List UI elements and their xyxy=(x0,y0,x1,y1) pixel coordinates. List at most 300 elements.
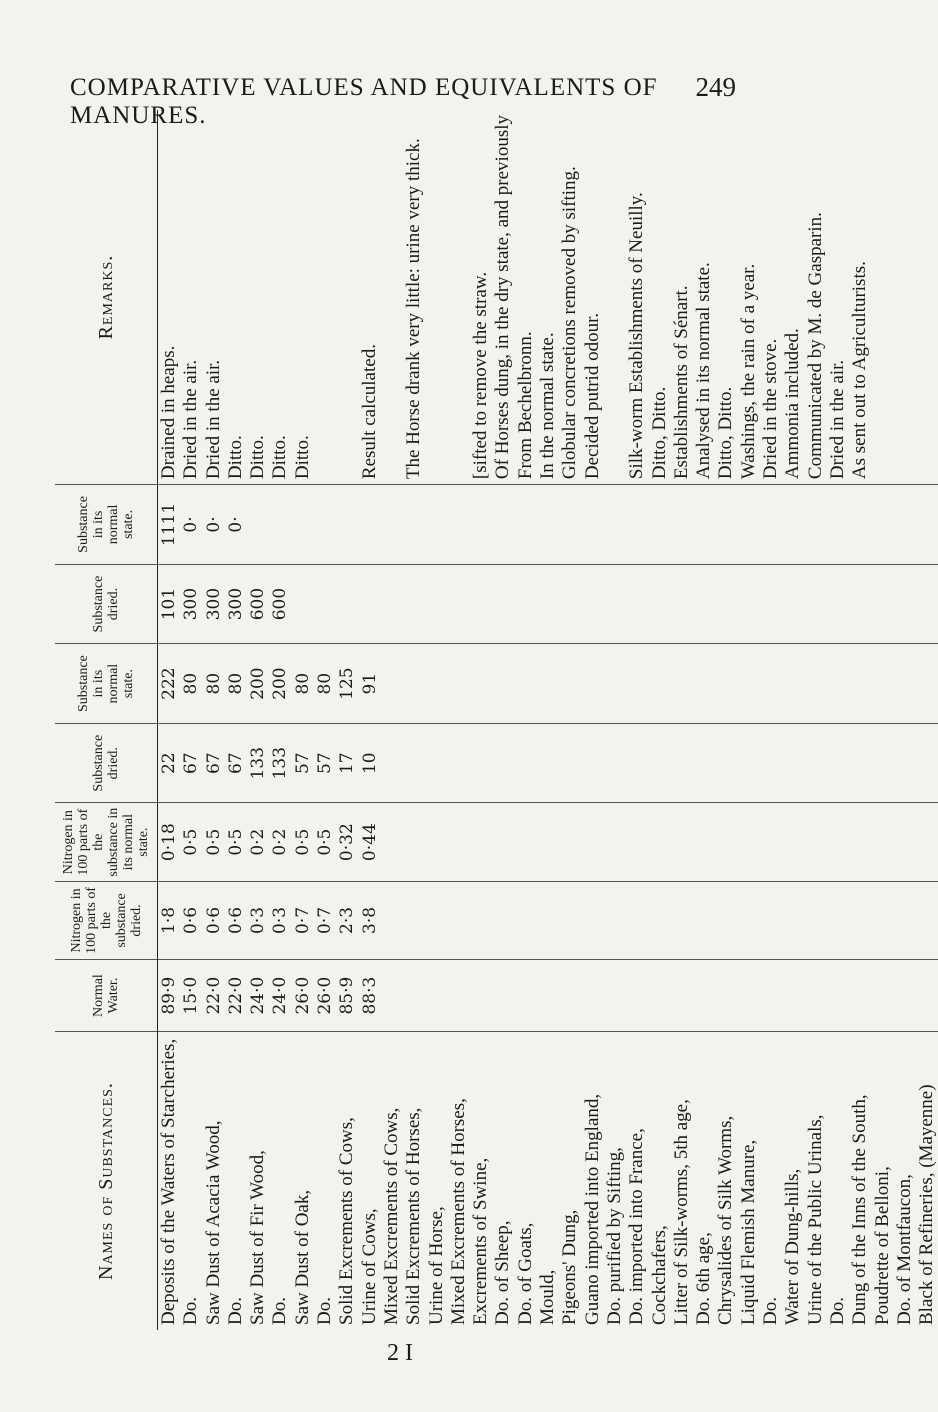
cell-remarks: Ditto. xyxy=(269,435,291,480)
cell-e-normal: 1111 xyxy=(158,485,181,565)
cell-v-dried xyxy=(626,723,648,803)
cell-e-dried: 600 xyxy=(269,564,291,644)
cell-e-normal xyxy=(782,485,804,565)
cell-name: Black of Refineries, (Mayenne) xyxy=(916,1032,938,1330)
cell-e-dried xyxy=(515,564,537,644)
table-row xyxy=(269,110,291,1330)
header-e-dried: Substance dried. xyxy=(55,564,158,644)
cell-e-normal: 0· xyxy=(225,485,247,565)
cell-n-normal xyxy=(515,803,537,881)
header-n-dried: Nitrogen in 100 parts of the substance dried. xyxy=(55,881,158,959)
cell-water xyxy=(693,960,715,1032)
table-row xyxy=(559,110,581,1330)
cell-e-dried xyxy=(492,564,514,644)
cell-n-dried xyxy=(894,881,916,959)
cell-n-dried: 0·7 xyxy=(292,881,314,959)
cell-e-dried xyxy=(314,564,336,644)
cell-n-normal xyxy=(894,803,916,881)
cell-n-dried xyxy=(448,881,470,959)
cell-n-dried: 0·6 xyxy=(180,881,202,959)
cell-e-dried xyxy=(403,564,425,644)
cell-water xyxy=(381,960,403,1032)
table-row xyxy=(849,110,871,1330)
cell-water xyxy=(872,960,894,1032)
cell-remarks: From Bechelbronn. xyxy=(514,331,536,480)
cell-v-normal xyxy=(805,644,827,724)
cell-name: Urine of Horse, xyxy=(426,1032,448,1330)
cell-e-dried xyxy=(559,564,581,644)
cell-water: 22·0 xyxy=(203,960,225,1032)
cell-n-normal: 0·5 xyxy=(180,803,202,881)
cell-n-dried: 0·3 xyxy=(247,881,269,959)
cell-v-normal xyxy=(403,644,425,724)
header-e-normal: Substance in its normal state. xyxy=(55,485,158,565)
cell-v-dried: 17 xyxy=(336,723,358,803)
table-row xyxy=(827,110,849,1330)
cell-water: 24·0 xyxy=(247,960,269,1032)
cell-v-normal xyxy=(381,644,403,724)
table-row xyxy=(470,110,492,1330)
cell-n-dried xyxy=(760,881,782,959)
signature-mark: 2 I xyxy=(387,1340,413,1366)
cell-v-dried xyxy=(872,723,894,803)
cell-e-normal xyxy=(336,485,358,565)
cell-v-dried xyxy=(604,723,626,803)
cell-e-normal xyxy=(381,485,403,565)
cell-v-normal: 80 xyxy=(314,644,336,724)
cell-remarks xyxy=(916,110,938,485)
cell-e-normal xyxy=(515,485,537,565)
cell-e-dried xyxy=(626,564,648,644)
cell-e-dried: 600 xyxy=(247,564,269,644)
cell-v-normal xyxy=(671,644,693,724)
cell-remarks: Globular concretions removed by sifting. xyxy=(559,166,581,480)
cell-v-normal xyxy=(738,644,760,724)
running-title: COMPARATIVE VALUES AND EQUIVALENTS OF MANURES. xyxy=(70,74,658,129)
cell-water xyxy=(604,960,626,1032)
cell-v-normal xyxy=(693,644,715,724)
cell-e-normal xyxy=(359,485,381,565)
table-row xyxy=(604,110,626,1330)
cell-v-normal xyxy=(604,644,626,724)
cell-e-normal xyxy=(715,485,737,565)
cell-water xyxy=(537,960,559,1032)
table-row xyxy=(336,110,358,1330)
cell-n-normal xyxy=(426,803,448,881)
table-row xyxy=(247,110,269,1330)
cell-v-normal xyxy=(760,644,782,724)
cell-e-normal xyxy=(314,485,336,565)
table-row xyxy=(760,110,782,1330)
table-row xyxy=(582,110,604,1330)
cell-water xyxy=(626,960,648,1032)
cell-v-dried xyxy=(403,723,425,803)
cell-v-normal xyxy=(492,644,514,724)
cell-water xyxy=(582,960,604,1032)
cell-v-normal xyxy=(872,644,894,724)
cell-n-normal xyxy=(626,803,648,881)
cell-water xyxy=(738,960,760,1032)
cell-v-normal xyxy=(626,644,648,724)
cell-v-dried xyxy=(515,723,537,803)
rotated-table-frame xyxy=(55,110,938,1330)
cell-e-normal: 0· xyxy=(180,485,202,565)
cell-name: Do. xyxy=(827,1032,849,1330)
cell-remarks xyxy=(894,110,916,485)
cell-name: Do. purified by Sifting, xyxy=(604,1032,626,1330)
cell-n-dried xyxy=(582,881,604,959)
cell-v-normal xyxy=(515,644,537,724)
cell-v-normal xyxy=(426,644,448,724)
cell-v-dried xyxy=(738,723,760,803)
cell-v-dried xyxy=(649,723,671,803)
cell-e-normal xyxy=(292,485,314,565)
page-number: 249 xyxy=(695,72,736,102)
cell-name: Water of Dung-hills, xyxy=(782,1032,804,1330)
cell-name: Do. 6th age, xyxy=(693,1032,715,1330)
cell-n-dried xyxy=(738,881,760,959)
cell-water: 26·0 xyxy=(292,960,314,1032)
cell-n-normal xyxy=(649,803,671,881)
cell-n-normal xyxy=(827,803,849,881)
cell-water xyxy=(426,960,448,1032)
cell-v-normal xyxy=(916,644,938,724)
cell-v-normal xyxy=(849,644,871,724)
manure-table xyxy=(55,110,938,1330)
cell-v-dried: 57 xyxy=(314,723,336,803)
cell-remarks: Result calculated. xyxy=(358,344,380,480)
cell-name: Solid Excrements of Cows, xyxy=(336,1032,358,1330)
cell-name: Do. xyxy=(269,1032,291,1330)
cell-e-normal xyxy=(604,485,626,565)
cell-remarks: Ammonia included. xyxy=(782,328,804,480)
cell-n-dried xyxy=(604,881,626,959)
cell-e-dried: 300 xyxy=(225,564,247,644)
cell-name: Mould, xyxy=(537,1032,559,1330)
cell-e-dried xyxy=(470,564,492,644)
cell-e-normal xyxy=(671,485,693,565)
cell-v-dried xyxy=(448,723,470,803)
cell-water xyxy=(403,960,425,1032)
cell-v-dried xyxy=(827,723,849,803)
cell-water xyxy=(515,960,537,1032)
cell-name: Do. xyxy=(180,1032,202,1330)
header-names: Names of Substances. xyxy=(55,1032,158,1330)
cell-v-normal: 125 xyxy=(336,644,358,724)
cell-name: Poudrette of Belloni, xyxy=(872,1032,894,1330)
cell-remarks: The Horse drank very little: urine very thick. xyxy=(403,138,425,480)
table-row xyxy=(872,110,894,1330)
cell-water xyxy=(470,960,492,1032)
cell-v-normal: 80 xyxy=(180,644,202,724)
cell-e-normal xyxy=(626,485,648,565)
cell-n-normal xyxy=(559,803,581,881)
cell-n-normal xyxy=(715,803,737,881)
table-row xyxy=(492,110,514,1330)
cell-n-dried xyxy=(381,881,403,959)
cell-remarks: Establishments of Sénart. xyxy=(670,285,692,480)
cell-e-normal xyxy=(760,485,782,565)
cell-e-normal xyxy=(426,485,448,565)
cell-e-normal xyxy=(649,485,671,565)
cell-v-normal xyxy=(827,644,849,724)
cell-n-dried: 0·6 xyxy=(225,881,247,959)
cell-v-dried xyxy=(426,723,448,803)
cell-e-normal xyxy=(805,485,827,565)
cell-n-dried xyxy=(671,881,693,959)
table-row xyxy=(225,110,247,1330)
table-row xyxy=(671,110,693,1330)
table-row xyxy=(626,110,648,1330)
table-row xyxy=(738,110,760,1330)
cell-n-normal xyxy=(403,803,425,881)
cell-water xyxy=(559,960,581,1032)
cell-remarks xyxy=(314,110,336,485)
cell-n-normal xyxy=(693,803,715,881)
cell-e-normal xyxy=(916,485,938,565)
cell-e-normal xyxy=(693,485,715,565)
cell-n-dried xyxy=(492,881,514,959)
table-row xyxy=(805,110,827,1330)
cell-e-normal xyxy=(849,485,871,565)
cell-e-normal xyxy=(269,485,291,565)
cell-v-normal xyxy=(559,644,581,724)
cell-remarks: Ditto. xyxy=(291,435,313,480)
cell-n-dried xyxy=(537,881,559,959)
table-row xyxy=(314,110,336,1330)
cell-n-dried xyxy=(849,881,871,959)
cell-water xyxy=(782,960,804,1032)
cell-water: 88·3 xyxy=(359,960,381,1032)
cell-remarks: Dried in the air. xyxy=(202,359,224,480)
cell-e-dried xyxy=(849,564,871,644)
cell-n-normal xyxy=(582,803,604,881)
cell-name: Do. of Sheep, xyxy=(492,1032,514,1330)
cell-e-dried xyxy=(292,564,314,644)
cell-remarks: Analysed in its normal state. xyxy=(693,262,715,480)
cell-e-dried xyxy=(916,564,938,644)
table-row xyxy=(515,110,537,1330)
cell-water: 15·0 xyxy=(180,960,202,1032)
cell-v-normal: 80 xyxy=(225,644,247,724)
cell-remarks: Washings, the rain of a year. xyxy=(737,263,759,480)
cell-e-dried xyxy=(582,564,604,644)
cell-remarks: Dried in the air. xyxy=(826,359,848,480)
cell-e-normal xyxy=(403,485,425,565)
cell-water xyxy=(760,960,782,1032)
cell-n-normal: 0·32 xyxy=(336,803,358,881)
cell-e-dried xyxy=(715,564,737,644)
cell-e-dried xyxy=(537,564,559,644)
header-water: Normal Water. xyxy=(55,960,158,1032)
cell-name: Do. xyxy=(314,1032,336,1330)
cell-name: Saw Dust of Oak, xyxy=(292,1032,314,1330)
cell-v-dried: 22 xyxy=(158,723,181,803)
cell-v-dried xyxy=(559,723,581,803)
cell-v-normal: 80 xyxy=(203,644,225,724)
cell-n-normal xyxy=(872,803,894,881)
cell-n-dried xyxy=(626,881,648,959)
cell-n-normal: 0·2 xyxy=(269,803,291,881)
header-v-normal: Substance in its normal state. xyxy=(55,644,158,724)
cell-water xyxy=(448,960,470,1032)
cell-v-dried xyxy=(582,723,604,803)
cell-e-dried xyxy=(827,564,849,644)
cell-water xyxy=(849,960,871,1032)
cell-remarks: Dried in the stove. xyxy=(760,338,782,480)
cell-water: 22·0 xyxy=(225,960,247,1032)
cell-n-normal: 0·18 xyxy=(158,803,181,881)
cell-remarks: Drained in heaps. xyxy=(158,345,179,480)
cell-remarks xyxy=(872,110,894,485)
table-row xyxy=(381,110,403,1330)
cell-name: Mixed Excrements of Cows, xyxy=(381,1032,403,1330)
cell-v-normal xyxy=(715,644,737,724)
cell-n-dried: 1·8 xyxy=(158,881,181,959)
cell-e-dried xyxy=(894,564,916,644)
cell-e-dried xyxy=(426,564,448,644)
cell-e-dried xyxy=(381,564,403,644)
cell-remarks: Ditto, Ditto. xyxy=(715,386,737,480)
cell-n-dried: 0·7 xyxy=(314,881,336,959)
cell-v-dried xyxy=(760,723,782,803)
cell-name: Saw Dust of Acacia Wood, xyxy=(203,1032,225,1330)
cell-e-normal xyxy=(738,485,760,565)
cell-e-normal xyxy=(582,485,604,565)
cell-n-normal xyxy=(604,803,626,881)
cell-n-dried xyxy=(805,881,827,959)
cell-e-dried xyxy=(336,564,358,644)
cell-n-normal xyxy=(916,803,938,881)
cell-n-dried xyxy=(470,881,492,959)
cell-name: Urine of the Public Urinals, xyxy=(805,1032,827,1330)
cell-v-dried: 57 xyxy=(292,723,314,803)
cell-v-dried xyxy=(805,723,827,803)
cell-water xyxy=(805,960,827,1032)
cell-water xyxy=(827,960,849,1032)
cell-v-dried xyxy=(715,723,737,803)
cell-name: Dung of the Inns of the South, xyxy=(849,1032,871,1330)
cell-remarks: Ditto, Ditto. xyxy=(648,386,670,480)
cell-n-normal xyxy=(760,803,782,881)
cell-e-dried xyxy=(448,564,470,644)
cell-water xyxy=(492,960,514,1032)
cell-n-dried xyxy=(426,881,448,959)
cell-n-dried xyxy=(715,881,737,959)
cell-n-dried xyxy=(649,881,671,959)
cell-e-dried xyxy=(604,564,626,644)
cell-n-dried xyxy=(916,881,938,959)
cell-v-dried xyxy=(782,723,804,803)
cell-e-dried xyxy=(738,564,760,644)
cell-n-normal: 0·2 xyxy=(247,803,269,881)
cell-n-normal xyxy=(671,803,693,881)
cell-n-dried xyxy=(782,881,804,959)
cell-v-dried: 67 xyxy=(180,723,202,803)
cell-n-normal xyxy=(738,803,760,881)
cell-n-normal: 0·5 xyxy=(292,803,314,881)
cell-name: Do. of Goats, xyxy=(515,1032,537,1330)
table-row xyxy=(203,110,225,1330)
cell-remarks: Silk-worm Establishments of Neuilly. xyxy=(626,192,648,480)
cell-v-dried xyxy=(693,723,715,803)
cell-e-dried xyxy=(671,564,693,644)
cell-n-dried: 2·3 xyxy=(336,881,358,959)
cell-water: 26·0 xyxy=(314,960,336,1032)
cell-n-dried: 3·8 xyxy=(359,881,381,959)
cell-v-dried xyxy=(381,723,403,803)
cell-name: Do. xyxy=(225,1032,247,1330)
cell-v-normal: 200 xyxy=(247,644,269,724)
cell-name: Do. xyxy=(760,1032,782,1330)
cell-e-normal xyxy=(827,485,849,565)
cell-v-dried xyxy=(849,723,871,803)
cell-water xyxy=(894,960,916,1032)
cell-remarks: Decided putrid odour. xyxy=(581,312,603,480)
cell-n-dried: 0·6 xyxy=(203,881,225,959)
cell-remarks: Communicated by M. de Gasparin. xyxy=(804,212,826,480)
table-body xyxy=(158,110,938,1330)
cell-name: Chrysalides of Silk Worms, xyxy=(715,1032,737,1330)
cell-v-dried: 67 xyxy=(203,723,225,803)
cell-water xyxy=(715,960,737,1032)
cell-n-dried xyxy=(515,881,537,959)
cell-e-dried xyxy=(359,564,381,644)
table-row xyxy=(292,110,314,1330)
cell-e-dried xyxy=(872,564,894,644)
cell-v-normal: 222 xyxy=(158,644,181,724)
cell-e-dried xyxy=(805,564,827,644)
cell-n-normal: 0·5 xyxy=(203,803,225,881)
cell-n-normal xyxy=(537,803,559,881)
cell-e-normal xyxy=(492,485,514,565)
table-row xyxy=(894,110,916,1330)
cell-v-normal: 200 xyxy=(269,644,291,724)
cell-n-dried: 0·3 xyxy=(269,881,291,959)
cell-v-normal xyxy=(782,644,804,724)
cell-name: Litter of Silk-worms, 5th age, xyxy=(671,1032,693,1330)
cell-e-normal xyxy=(448,485,470,565)
table-row xyxy=(537,110,559,1330)
cell-v-dried: 10 xyxy=(359,723,381,803)
cell-e-normal xyxy=(559,485,581,565)
cell-remarks: Dried in the air. xyxy=(180,359,202,480)
cell-water: 85·9 xyxy=(336,960,358,1032)
cell-remarks: Ditto. xyxy=(224,435,246,480)
cell-remarks: Ditto. xyxy=(247,435,269,480)
cell-e-normal: 0· xyxy=(203,485,225,565)
cell-e-dried xyxy=(782,564,804,644)
table-row xyxy=(782,110,804,1330)
cell-n-normal: 0·5 xyxy=(225,803,247,881)
cell-remarks: As sent out to Agriculturists. xyxy=(849,261,871,480)
cell-v-dried: 133 xyxy=(269,723,291,803)
cell-v-dried xyxy=(916,723,938,803)
cell-e-normal xyxy=(470,485,492,565)
cell-n-normal xyxy=(849,803,871,881)
cell-v-normal xyxy=(448,644,470,724)
cell-e-normal xyxy=(537,485,559,565)
cell-n-dried xyxy=(403,881,425,959)
cell-e-normal xyxy=(894,485,916,565)
cell-name: Excrements of Swine, xyxy=(470,1032,492,1330)
cell-remarks: Of Horses dung, in the dry state, and previously xyxy=(492,115,514,480)
cell-remarks xyxy=(381,110,403,485)
cell-water xyxy=(671,960,693,1032)
cell-water xyxy=(649,960,671,1032)
cell-e-normal xyxy=(872,485,894,565)
cell-n-normal xyxy=(448,803,470,881)
